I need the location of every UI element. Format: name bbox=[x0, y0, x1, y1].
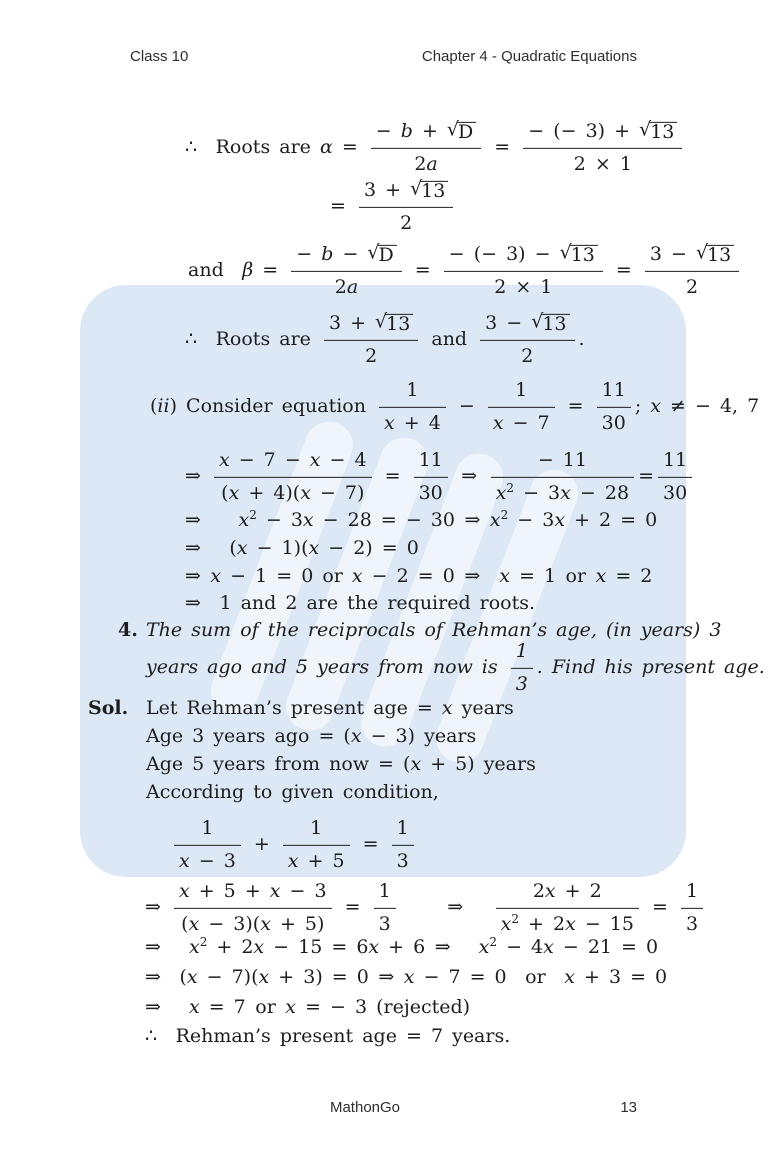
fraction bbox=[480, 311, 574, 369]
line-factorised: ⇒ (x − 1)(x − 2) = 0 bbox=[185, 537, 419, 560]
fraction bbox=[283, 816, 350, 874]
variable: x bbox=[441, 697, 453, 720]
denominator: 3 bbox=[392, 845, 414, 875]
denominator: 2a bbox=[371, 148, 481, 178]
variable: x bbox=[560, 481, 571, 504]
denominator: 2 bbox=[480, 340, 574, 370]
radical-icon: √ bbox=[559, 241, 572, 264]
variable: x bbox=[269, 879, 281, 902]
numerator: 1 bbox=[685, 879, 699, 902]
fraction bbox=[324, 311, 418, 369]
variable: x bbox=[285, 996, 297, 1019]
variable: β bbox=[242, 259, 254, 281]
numerator: 2x + 2 bbox=[532, 879, 602, 902]
radicand: 13 bbox=[541, 314, 569, 335]
fraction bbox=[681, 879, 703, 937]
fraction bbox=[444, 242, 603, 300]
solution-label: Sol. bbox=[88, 697, 129, 720]
variable: x bbox=[350, 725, 362, 748]
variable: x bbox=[258, 966, 270, 989]
line-consider-equation: (ii) Consider equation $\frac{1}{x + 4}$ − $\frac{1}{x - 7}$ = $\frac{11}{30}$ ; x ≠ − 4, 7 bbox=[150, 378, 759, 436]
fraction bbox=[379, 378, 446, 436]
variable: x bbox=[595, 565, 607, 588]
fraction bbox=[371, 119, 481, 177]
fraction bbox=[511, 639, 533, 697]
variable: a bbox=[426, 152, 438, 175]
radicand: 13 bbox=[420, 181, 448, 202]
denominator: $x^2 - 3x - 28$ bbox=[491, 477, 634, 507]
variable: x bbox=[300, 481, 311, 504]
variable: x bbox=[188, 936, 200, 959]
fraction bbox=[392, 816, 414, 874]
square-root bbox=[639, 118, 677, 143]
denominator: x + 4 bbox=[379, 407, 446, 437]
radical-icon: √ bbox=[639, 118, 652, 141]
numerator: 11 bbox=[601, 378, 626, 401]
denominator: x − 3 bbox=[174, 845, 241, 875]
numerator: 1 bbox=[378, 879, 391, 902]
fraction bbox=[597, 378, 631, 436]
variable: x bbox=[543, 936, 554, 959]
radicand: 13 bbox=[649, 122, 677, 143]
question-number: 4. bbox=[118, 619, 138, 642]
radicand: 13 bbox=[385, 314, 413, 335]
variable: years ago and 5 years from now is bbox=[146, 656, 507, 678]
numerator: 1 bbox=[201, 816, 214, 839]
fraction bbox=[359, 178, 453, 236]
square-root bbox=[367, 241, 396, 266]
variable: ii bbox=[157, 395, 170, 417]
radical-icon: √ bbox=[446, 118, 460, 141]
variable: x bbox=[302, 509, 314, 532]
header-class-label: Class 10 bbox=[130, 48, 189, 65]
denominator: 2 × 1 bbox=[444, 271, 603, 301]
line-roots-alpha: ∴ Roots are α = − b + √ D 2a = − (− 3) + √ 13 2 × 1 bbox=[185, 119, 686, 177]
variable: x bbox=[287, 849, 299, 872]
fraction bbox=[374, 879, 396, 937]
fraction bbox=[174, 879, 332, 937]
variable: 3 bbox=[515, 672, 528, 695]
denominator: 2 bbox=[359, 207, 453, 237]
line-required-roots: ⇒ 1 and 2 are the required roots. bbox=[185, 592, 536, 615]
denominator: 30 bbox=[414, 477, 448, 507]
numerator: 1 bbox=[406, 378, 419, 401]
fraction bbox=[491, 448, 634, 506]
line-factorised-2: ⇒ (x − 7)(x + 3) = 0 ⇒ x − 7 = 0 or x + 3 = 0 bbox=[145, 966, 668, 989]
variable: x bbox=[228, 481, 240, 504]
variable: x bbox=[650, 395, 661, 417]
numerator: − b + √ D bbox=[371, 119, 481, 148]
square-root bbox=[446, 118, 476, 143]
numerator: − 11 bbox=[537, 448, 587, 471]
square-root bbox=[559, 241, 598, 266]
denominator: 30 bbox=[597, 407, 631, 437]
denominator: (x + 4)(x − 7) bbox=[214, 477, 372, 507]
denominator: (x − 3)(x + 5) bbox=[174, 908, 332, 938]
variable: x bbox=[238, 509, 250, 532]
footer-brand: MathonGo bbox=[329, 1099, 401, 1116]
superscript: 2 bbox=[489, 935, 498, 950]
fraction bbox=[523, 119, 682, 177]
line-age-3-years-ago: Age 3 years ago = (x − 3) years bbox=[146, 725, 477, 748]
fraction bbox=[658, 448, 692, 506]
numerator: 3 − √ 13 bbox=[480, 311, 574, 340]
radicand: 13 bbox=[570, 245, 598, 266]
square-root bbox=[375, 310, 413, 335]
variable: x bbox=[489, 509, 501, 532]
denominator bbox=[511, 668, 533, 698]
line-alpha-value: = 3 + √ 13 2 bbox=[330, 178, 457, 236]
footer-page-number: 13 bbox=[620, 1099, 637, 1116]
line-combine-fractions-2: ⇒ $\frac{x + 5 + x - 3}{(x - 3)(x + 5)}$ = $\frac{1}{3}$ ⇒ $\frac{2x + 2}{x^2 + 2x - 15}$ = $\frac{1}{3}$ bbox=[145, 879, 707, 937]
header-chapter-label: Chapter 4 - Quadratic Equations bbox=[421, 48, 637, 65]
line-quadratic-simplify-2: ⇒ $x^2 + 2x - 15 = 6x + 6$ ⇒ $x^2 - 4x - 21 = 0$ bbox=[145, 935, 659, 959]
fraction bbox=[645, 242, 739, 300]
variable: x bbox=[384, 411, 395, 434]
numerator: 11 bbox=[418, 448, 443, 471]
radicand: D bbox=[378, 245, 397, 266]
numerator: 3 + √ 13 bbox=[359, 178, 453, 207]
numerator: 3 − √ 13 bbox=[645, 242, 739, 271]
radical-icon: √ bbox=[410, 177, 423, 200]
line-age-5-years-from-now: Age 5 years from now = (x + 5) years bbox=[146, 753, 536, 776]
radical-icon: √ bbox=[375, 310, 388, 333]
numerator: 1 bbox=[310, 816, 323, 839]
variable: The sum of the reciprocals of Rehman’s age, (in years) 3 bbox=[146, 619, 722, 642]
variable: 1 bbox=[515, 639, 528, 662]
variable: x bbox=[309, 448, 321, 471]
variable: x bbox=[179, 849, 190, 872]
radicand: D bbox=[457, 122, 476, 143]
superscript: 2 bbox=[199, 935, 208, 950]
variable: x bbox=[544, 879, 556, 902]
superscript: 2 bbox=[249, 508, 257, 523]
numerator: 3 + √ 13 bbox=[324, 311, 418, 340]
variable: x bbox=[351, 565, 363, 588]
denominator: 2a bbox=[291, 271, 401, 301]
numerator: x + 5 + x − 3 bbox=[178, 879, 327, 902]
line-quadratic-simplify: ⇒ $x^2 - 3x - 28$ = − 30 ⇒ $x^2 - 3x + 2 = 0$ bbox=[185, 508, 658, 532]
variable: a bbox=[346, 275, 359, 298]
variable: x bbox=[499, 565, 510, 588]
numerator: 1 bbox=[515, 378, 528, 401]
denominator: 2 × 1 bbox=[523, 148, 682, 178]
variable: x bbox=[236, 537, 248, 560]
variable: x bbox=[403, 966, 415, 989]
line-combine-fractions: ⇒ $\frac{x - 7 - x - 4}{(x + 4)(x - 7)}$ = $\frac{11}{30}$ ⇒ $\frac{- 11}{x^2 - 3x - 28}$ = $\frac{11}{30}$ bbox=[185, 448, 696, 506]
fraction bbox=[291, 242, 401, 300]
denominator: $x^2 + 2x - 15$ bbox=[496, 908, 639, 938]
denominator: 3 bbox=[374, 908, 396, 938]
line-given-condition: According to given condition, bbox=[146, 781, 439, 804]
variable: x bbox=[260, 912, 271, 935]
numerator bbox=[511, 639, 533, 668]
variable: x bbox=[495, 481, 507, 504]
numerator: − (− 3) − √ 13 bbox=[444, 242, 603, 271]
variable: x bbox=[554, 509, 566, 532]
superscript: 2 bbox=[500, 508, 509, 523]
variable: x bbox=[218, 448, 230, 471]
variable: . Find his present age. bbox=[536, 656, 765, 678]
radical-icon: √ bbox=[695, 241, 709, 264]
variable: x bbox=[492, 411, 504, 434]
square-root bbox=[695, 241, 734, 266]
numerator: 11 bbox=[662, 448, 688, 471]
numerator: x − 7 − x − 4 bbox=[218, 448, 367, 471]
question-4-text-line2 bbox=[146, 639, 765, 697]
denominator: x − 7 bbox=[488, 407, 555, 437]
denominator: 3 bbox=[681, 908, 703, 938]
variable: b bbox=[321, 242, 334, 265]
variable: x bbox=[178, 879, 190, 902]
line-beta: and β = − b − √ D 2a = − (− 3) − √ 13 2 × 1 = 3 − √ 13 2 bbox=[188, 242, 743, 300]
numerator: − b − √ D bbox=[291, 242, 401, 271]
fraction bbox=[214, 448, 372, 506]
square-root bbox=[531, 310, 569, 335]
numerator: 1 bbox=[396, 816, 409, 839]
variable: x bbox=[478, 936, 490, 959]
denominator: 30 bbox=[658, 477, 692, 507]
denominator: 2 bbox=[645, 271, 739, 301]
numerator: − (− 3) + √ 13 bbox=[523, 119, 682, 148]
denominator: 2 bbox=[324, 340, 418, 370]
fraction bbox=[414, 448, 448, 506]
line-solve-factors: ⇒ x − 1 = 0 or x − 2 = 0 ⇒ x = 1 or x = 2 bbox=[185, 565, 653, 588]
denominator: x + 5 bbox=[283, 845, 350, 875]
square-root bbox=[410, 177, 448, 202]
variable: x bbox=[188, 996, 200, 1019]
variable: x bbox=[188, 912, 200, 935]
variable: x bbox=[565, 912, 576, 935]
fraction bbox=[496, 879, 639, 937]
fraction bbox=[488, 378, 555, 436]
variable: x bbox=[253, 936, 265, 959]
line-reciprocal-equation: $\frac{1}{x - 3}$ + $\frac{1}{x + 5}$ = $\frac{1}{3}$ bbox=[170, 816, 418, 874]
variable: x bbox=[564, 966, 575, 989]
radicand: 13 bbox=[706, 245, 734, 266]
variable: x bbox=[500, 912, 512, 935]
fraction bbox=[174, 816, 241, 874]
line-roots-conclusion: ∴ Roots are 3 + √ 13 2 and 3 − √ 13 2 . bbox=[185, 311, 585, 369]
variable: b bbox=[400, 119, 413, 142]
superscript: 2 bbox=[506, 480, 515, 495]
line-solutions: ⇒ x = 7 or x = − 3 (rejected) bbox=[145, 996, 471, 1019]
radical-icon: √ bbox=[367, 241, 380, 264]
radical-icon: √ bbox=[531, 310, 544, 333]
variable: x bbox=[410, 753, 422, 776]
superscript: 2 bbox=[511, 911, 519, 926]
variable: x bbox=[368, 936, 380, 959]
line-final-answer: ∴ Rehman’s present age = 7 years. bbox=[145, 1025, 511, 1048]
line-present-age: Let Rehman’s present age = x years bbox=[146, 697, 514, 720]
variable: x bbox=[210, 565, 222, 588]
variable: x bbox=[308, 537, 320, 560]
variable: α bbox=[319, 136, 333, 158]
variable: x bbox=[186, 966, 198, 989]
